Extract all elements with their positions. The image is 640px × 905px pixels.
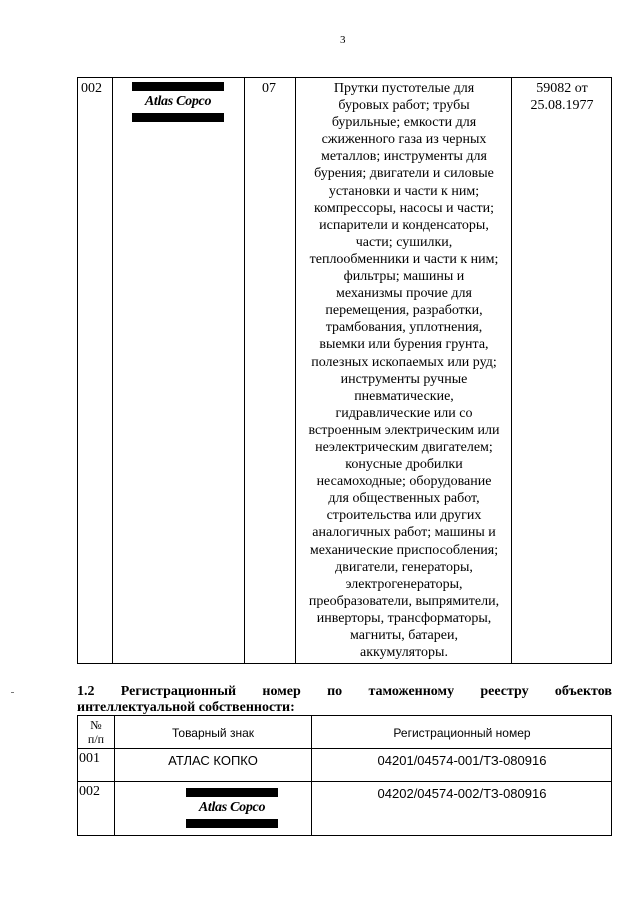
column-divider: [511, 78, 512, 663]
goods-line: фильтры; машины и: [343, 269, 465, 285]
section-title-word: таможенному: [368, 684, 455, 699]
registration-date: 25.08.1977: [530, 98, 594, 113]
trademark-text: АТЛАС КОПКО: [168, 753, 258, 768]
goods-line: перемещения, разработки,: [325, 303, 483, 319]
column-divider: [112, 78, 113, 663]
logo-bar-bottom: [186, 819, 278, 828]
goods-line: бурильные; емкости для: [331, 115, 477, 131]
section-title-line1: [77, 684, 612, 700]
section-title-word: Регистрационный: [120, 684, 237, 699]
logo-bar-top: [132, 82, 224, 91]
goods-line: полезных ископаемых или руд;: [311, 354, 497, 370]
row-number: 002: [79, 784, 100, 799]
goods-line: механизмы прочие для: [336, 286, 472, 302]
goods-line: сжиженного газа из черных: [321, 132, 487, 148]
goods-line: механические приспособления;: [309, 542, 499, 558]
goods-line: аналогичных работ; машины и: [312, 525, 496, 541]
atlas-copco-logo: [186, 788, 278, 828]
goods-line: буровых работ; трубы: [338, 98, 470, 114]
goods-line: части; сушилки,: [355, 234, 453, 250]
goods-line: выемки или бурения грунта,: [319, 337, 489, 353]
goods-line: бурения; двигатели и силовые: [314, 166, 494, 182]
registration-number: 59082 от: [536, 81, 588, 96]
row-divider: [78, 781, 611, 782]
section-heading: [77, 684, 612, 716]
goods-table: [77, 77, 612, 664]
goods-line: Прутки пустотелые для: [333, 81, 475, 96]
page-number: 3: [340, 34, 346, 46]
section-number: 1.2: [77, 684, 95, 699]
logo-bar-bottom: [132, 113, 224, 122]
margin-mark: [11, 692, 14, 693]
goods-line: несамоходные; оборудование: [316, 474, 492, 490]
goods-line: магниты, батареи,: [350, 628, 458, 643]
goods-description: [297, 80, 511, 661]
goods-line: аккумуляторы.: [360, 645, 448, 661]
registration-cell: [512, 80, 612, 114]
header-number: [78, 718, 114, 746]
row-divider: [78, 748, 611, 749]
goods-line: металлов; инструменты для: [321, 149, 487, 165]
section-title-word: объектов: [554, 684, 612, 699]
goods-line: инструменты ручные: [340, 371, 468, 387]
logo-wordmark: Atlas Copco: [198, 800, 266, 815]
goods-line: пневматические,: [354, 388, 454, 404]
goods-line: неэлектрическим двигателем;: [315, 439, 493, 455]
atlas-copco-logo: [132, 82, 224, 122]
logo-wordmark: Atlas Copco: [144, 94, 212, 109]
section-title-word: по: [327, 684, 343, 699]
goods-line: испарители и конденсаторы,: [319, 217, 489, 233]
header-reg-number: Регистрационный номер: [393, 726, 531, 740]
column-divider: [244, 78, 245, 663]
row-number: 001: [79, 751, 100, 766]
goods-line: конусные дробилки: [345, 457, 463, 473]
column-divider: [295, 78, 296, 663]
section-title-word: номер: [262, 684, 301, 699]
goods-line: гидравлические или со: [335, 405, 473, 421]
goods-line: теплообменники и части к ним;: [309, 251, 499, 267]
goods-line: трамбования, уплотнения,: [325, 320, 483, 336]
section-title-line2: интеллектуальной собственности:: [77, 700, 295, 715]
goods-line: для общественных работ,: [328, 491, 480, 507]
header-number-label: п/п: [87, 732, 105, 746]
header-trademark: Товарный знак: [172, 726, 254, 740]
class-number: 07: [262, 81, 276, 96]
registry-table: [77, 715, 612, 836]
reg-number: 04201/04574-001/ТЗ-080916: [377, 753, 547, 768]
goods-line: электрогенераторы,: [345, 576, 463, 592]
logo-bar-top: [186, 788, 278, 797]
goods-line: инверторы, трансформаторы,: [316, 610, 492, 626]
goods-line: строительства или других: [326, 508, 482, 524]
goods-line: встроенным электрическим или: [308, 422, 500, 438]
goods-line: компрессоры, насосы и части;: [314, 200, 494, 216]
section-title-word: реестру: [480, 684, 529, 699]
goods-line: установки и части к ним;: [328, 183, 480, 199]
reg-number: 04202/04574-002/ТЗ-080916: [377, 786, 547, 801]
row-number: 002: [81, 81, 102, 96]
goods-line: преобразователи, выпрямители,: [308, 593, 500, 609]
header-number-symbol: №: [90, 718, 102, 732]
goods-line: двигатели, генераторы,: [335, 559, 473, 575]
